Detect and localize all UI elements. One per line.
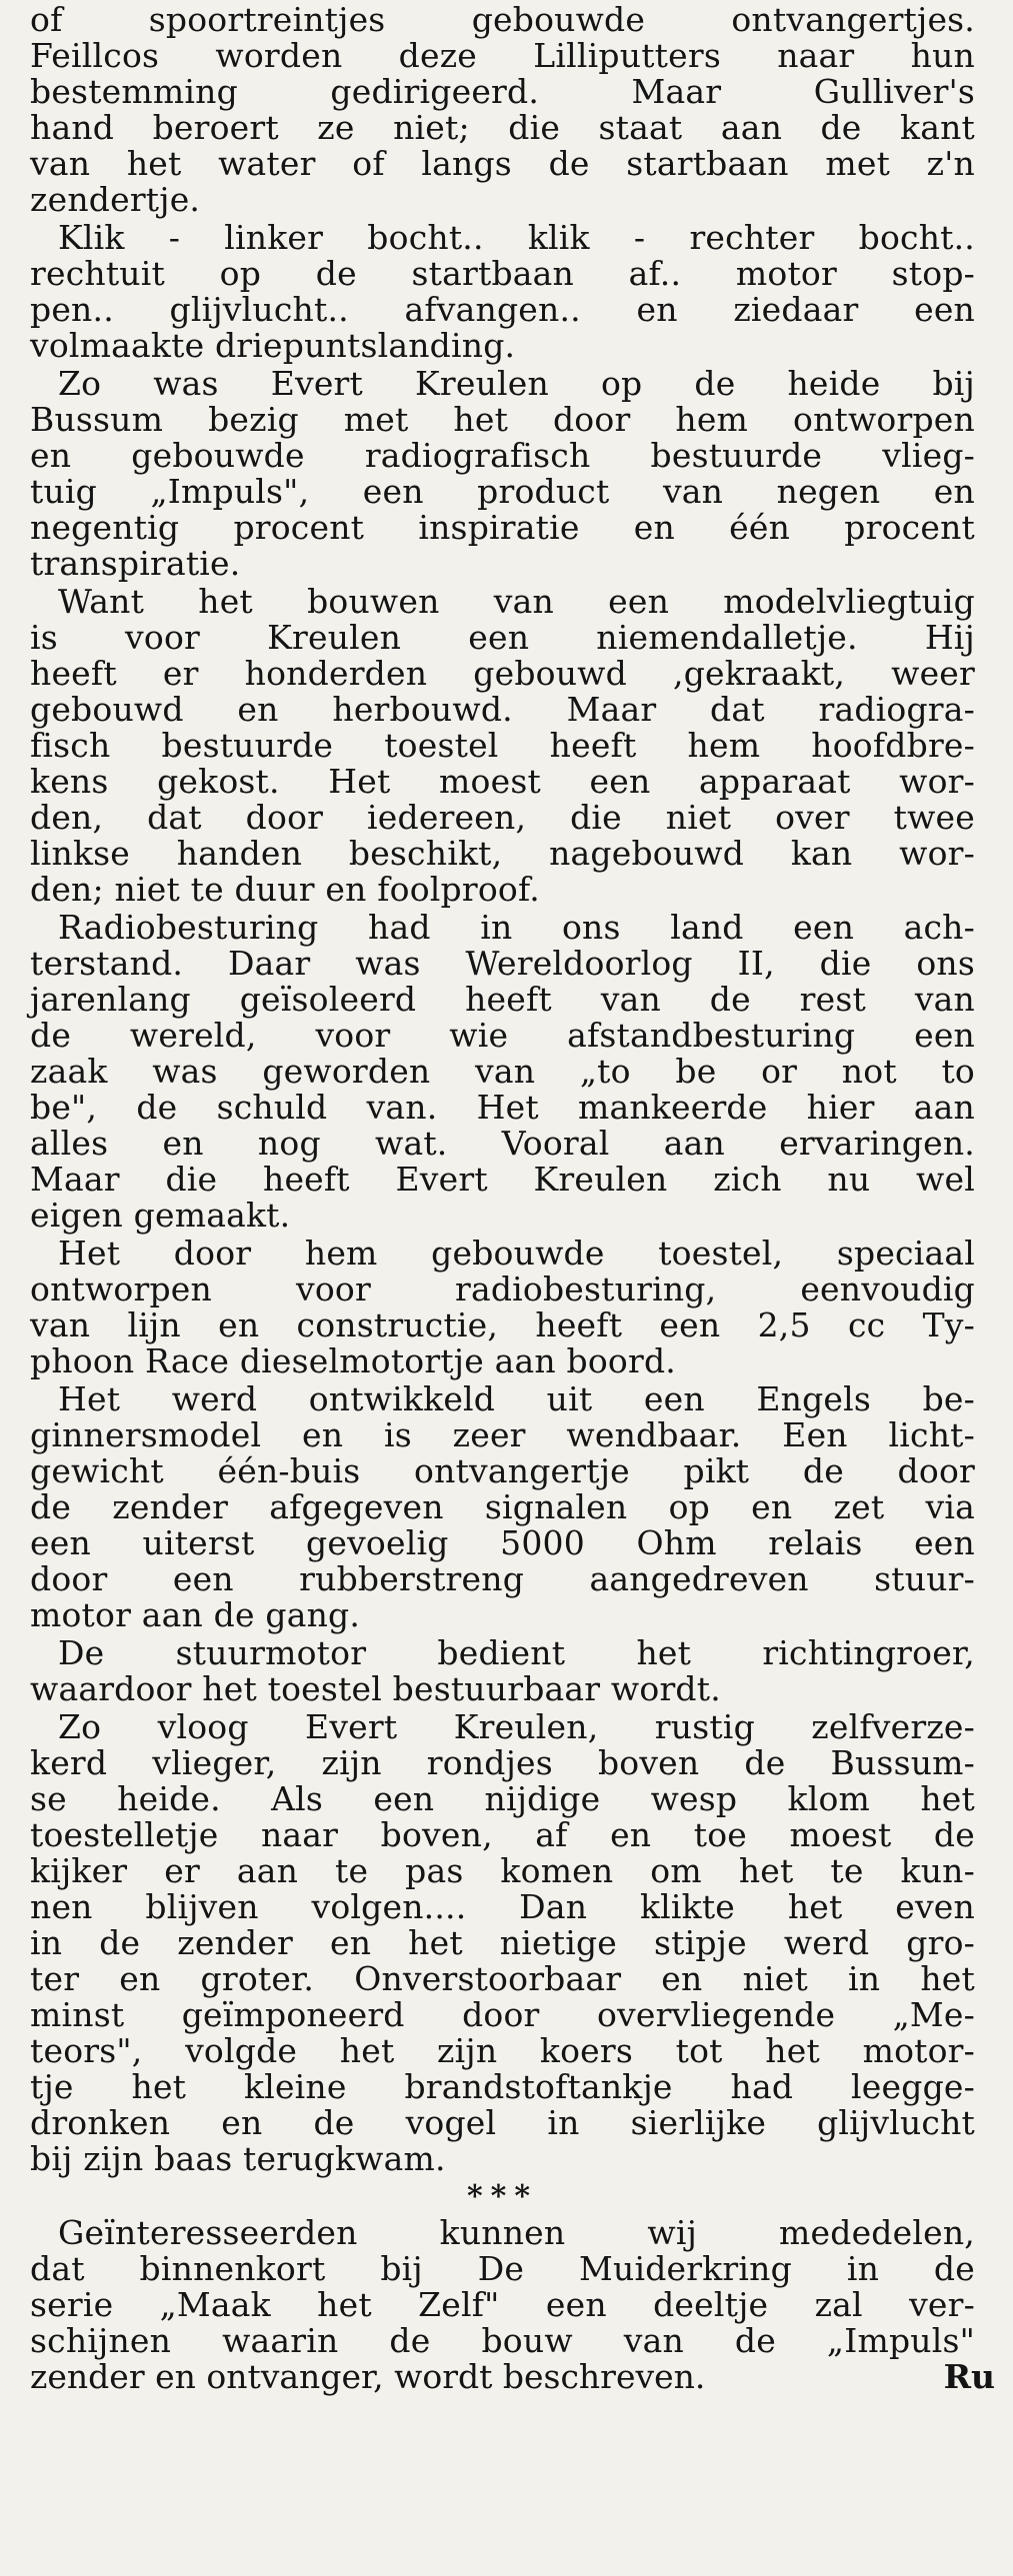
article-paragraph <box>30 1236 975 1379</box>
text-line: be", de schuld van. Het mankeerde hier aan <box>30 1088 975 1127</box>
article-paragraph <box>30 220 975 364</box>
text-line: Zo vloog Evert Kreulen, rustig zelfverze- <box>58 1707 975 1746</box>
text-line: zendertje. <box>30 180 201 219</box>
text-line: Maar die heeft Evert Kreulen zich nu wel <box>30 1160 975 1199</box>
text-line: ginnersmodel en is zeer wendbaar. Een licht- <box>30 1415 975 1454</box>
article-paragraph <box>30 2 975 218</box>
text-line: Klik - linker bocht.. klik - rechter bocht.. <box>58 218 975 257</box>
article-paragraph <box>30 1709 975 2177</box>
text-line: Bussum bezig met het door hem ontworpen <box>30 400 975 439</box>
text-line: kijker er aan te pas komen om het te kun- <box>30 1851 975 1890</box>
text-line: transpiratie. <box>30 544 241 583</box>
section-separator: *** <box>466 2179 539 2214</box>
text-line: Want het bouwen van een modelvliegtuig <box>58 582 975 621</box>
text-line: van het water of langs de startbaan met z'n <box>30 144 975 183</box>
text-line: fisch bestuurde toestel heeft hem hoofdbre- <box>30 726 975 765</box>
text-line: in de zender en het nietige stipje werd gro- <box>30 1923 975 1962</box>
article-column <box>30 0 995 2396</box>
text-line: minst geïmponeerd door overvliegende „Me- <box>30 1995 975 2034</box>
text-line: volmaakte driepuntslanding. <box>30 326 516 365</box>
text-line: tuig „Impuls", een product van negen en <box>30 472 975 511</box>
text-line: kens gekost. Het moest een apparaat wor- <box>30 762 975 801</box>
article-paragraph <box>30 1635 975 1707</box>
text-line: nen blijven volgen.... Dan klikte het even <box>30 1887 975 1926</box>
text-line: dronken en de vogel in sierlijke glijvlucht <box>30 2103 975 2142</box>
text-line: waardoor het toestel bestuurbaar wordt. <box>30 1669 721 1708</box>
text-line: se heide. Als een nijdige wesp klom het <box>30 1779 975 1818</box>
text-line: of spoortreintjes gebouwde ontvangertjes. <box>30 0 975 39</box>
text-line: den, dat door iedereen, die niet over twee <box>30 798 975 837</box>
text-line: Het door hem gebouwde toestel, speciaal <box>58 1234 975 1273</box>
text-line: linkse handen beschikt, nagebouwd kan wor- <box>30 834 975 873</box>
text-line: bestemming gedirigeerd. Maar Gulliver's <box>30 72 975 111</box>
closing-last-row <box>30 2357 995 2396</box>
text-line: Radiobesturing had in ons land een ach- <box>58 908 975 947</box>
text-line: den; niet te duur en foolproof. <box>30 870 540 909</box>
text-line: gebouwd en herbouwd. Maar dat radiogra- <box>30 690 975 729</box>
text-line: De stuurmotor bedient het richtingroer, <box>58 1633 975 1672</box>
text-line: zaak was geworden van „to be or not to <box>30 1052 975 1091</box>
text-line: schijnen waarin de bouw van de „Impuls" <box>30 2321 975 2360</box>
text-line: tje het kleine brandstoftankje had leegge- <box>30 2067 975 2106</box>
text-line: pen.. glijvlucht.. afvangen.. en ziedaar een <box>30 290 975 329</box>
text-line: bij zijn baas terugkwam. <box>30 2139 446 2178</box>
text-line: phoon Race dieselmotortje aan boord. <box>30 1341 676 1380</box>
text-line: toestelletje naar boven, af en toe moest de <box>30 1815 975 1854</box>
text-line: Feillcos worden deze Lilliputters naar hun <box>30 36 975 75</box>
text-line: Het werd ontwikkeld uit een Engels be- <box>58 1379 975 1418</box>
text-line: eigen gemaakt. <box>30 1196 291 1235</box>
text-line: de wereld, voor wie afstandbesturing een <box>30 1016 975 1055</box>
text-line: en gebouwde radiografisch bestuurde vlieg- <box>30 436 975 475</box>
article-paragraph <box>30 366 975 582</box>
text-line: de zender afgegeven signalen op en zet via <box>30 1487 975 1526</box>
text-line: jarenlang geïsoleerd heeft van de rest van <box>30 980 975 1019</box>
text-line: ter en groter. Onverstoorbaar en niet in het <box>30 1959 975 1998</box>
text-line: motor aan de gang. <box>30 1595 361 1634</box>
text-line: terstand. Daar was Wereldoorlog II, die ons <box>30 944 975 983</box>
text-line: door een rubberstreng aangedreven stuur- <box>30 1559 975 1598</box>
text-line: alles en nog wat. Vooral aan ervaringen. <box>30 1124 975 1163</box>
text-line: van lijn en constructie, heeft een 2,5 cc Ty- <box>30 1305 975 1344</box>
text-line: rechtuit op de startbaan af.. motor stop- <box>30 254 975 293</box>
closing-paragraph <box>30 2213 995 2396</box>
text-line: ontworpen voor radiobesturing, eenvoudig <box>30 1270 975 1308</box>
article-paragraph <box>30 1381 975 1633</box>
text-line: heeft er honderden gebouwd ,gekraakt, weer <box>30 654 975 693</box>
article-paragraph <box>30 910 975 1234</box>
text-line: kerd vlieger, zijn rondjes boven de Bussum- <box>30 1743 975 1782</box>
text-line: serie „Maak het Zelf" een deeltje zal ver- <box>30 2285 975 2324</box>
text-line: dat binnenkort bij De Muiderkring in de <box>30 2249 975 2288</box>
text-line: een uiterst gevoelig 5000 Ohm relais een <box>30 1523 975 1562</box>
text-line: Zo was Evert Kreulen op de heide bij <box>58 364 975 403</box>
text-line: Geïnteresseerden kunnen wij mededelen, <box>58 2213 975 2252</box>
text-line: gewicht één-buis ontvangertje pikt de door <box>30 1451 975 1490</box>
text-line: zender en ontvanger, wordt beschreven. <box>30 2357 706 2396</box>
text-line: negentig procent inspiratie en één procent <box>30 508 975 547</box>
text-line: is voor Kreulen een niemendalletje. Hij <box>30 618 975 657</box>
text-line: hand beroert ze niet; die staat aan de kant <box>30 108 975 147</box>
author-signature: Ru <box>943 2357 995 2396</box>
article-paragraph <box>30 584 975 908</box>
text-line: teors", volgde het zijn koers tot het motor- <box>30 2031 975 2070</box>
